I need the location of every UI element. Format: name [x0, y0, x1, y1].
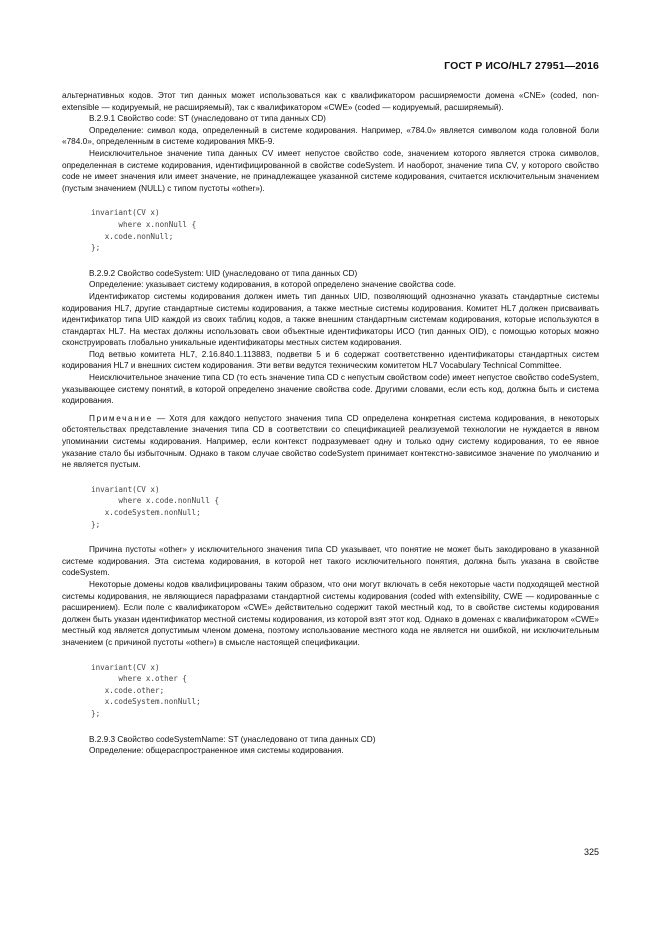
code-block-2: invariant(CV x) where x.code.nonNull { x.codeSystem.nonNull; }; [91, 484, 220, 529]
code-block-1: invariant(CV x) where x.nonNull { x.code.nonNull; }; [91, 208, 197, 253]
paragraph: Причина пустоты «other» у исключительного значения типа CD указывает, что понятие не может быть закодировано в указанной системе кодирования. Эта система кодирования, в которой нет такого исключительного понятия, должна быть указана в свойстве codeSystem. [62, 545, 599, 578]
page-number: 325 [583, 847, 599, 857]
paragraph: Определение: указывает систему кодирования, в которой определено значение свойства code. [89, 280, 456, 290]
paragraph: Неисключительное значение типа CD (то есть значение типа CD с непустым свойством code) имеет непустое свойство codeSystem, указывающее систему понятий, в которой определено значение свойства code. Другими словами, если есть код, должна быть и система кодирования. [62, 373, 599, 406]
paragraph: Идентификатор системы кодирования должен иметь тип данных UID, позволяющий однозначно указать стандартные системы кодирования HL7, другие стандартные системы кодирования, а также местные системы кодирования. Комитет HL7 должен присваивать идентификатор типа UID каждой из своих таблиц кодов, а также внешним стандартным системам кодирования, которые используются в стандартах HL7. На местах должны использовать свои объектные идентификаторы ИСО (тип данных OID), с помощью которых можно сконструировать глобально уникальные идентификаторы местных систем кодирования. [62, 291, 599, 348]
page-body [62, 90, 599, 757]
paragraph: Неисключительное значение типа данных CV имеет непустое свойство code, значением которого является строка символов, определенная в системе кодирования, идентифицированной в свойстве codeSystem. И наоборот, значение типа CV, у которого свойство code не имеет значения или имеет значение, не принадлежащее указанной системе кодирования, считается исключительным значением (пустым значением (NULL) с типом пустоты «other»). [62, 148, 599, 193]
section-heading-b291: B.2.9.1 Свойство code: ST (унаследовано от типа данных CD) [89, 114, 326, 124]
note-text: — Хотя для каждого непустого значения типа CD определена конкретная система кодирования, в некоторых обстоятельствах представление значения типа CD в соответствии со спецификацией реализуемой технологии не нуждается в явном упоминании системы кодирования. Например, если контекст подразумевает одну и только одну систему кодирования, то ее явное указание стало бы избыточным. Однако в таком случае свойство codeSystem принимает контекстно-зависимое значение по умолчанию и не является пустым. [62, 413, 599, 470]
note-label: Примечание [89, 413, 153, 423]
paragraph: альтернативных кодов. Этот тип данных может использоваться как с квалификатором расширяемости домена «CNE» (coded, non-extensible — кодируемый, не расширяемый), так с квалификатором «CWE» (coded — кодируемый, расширяемый). [62, 91, 599, 112]
paragraph: Под ветвью комитета HL7, 2.16.840.1.113883, подветви 5 и 6 содержат соответственно идентификаторы стандартных систем кодирования HL7 и внешних систем кодирования. Эти ветви ведутся техническим комитетом HL7 Vocabulary Technical Committee. [62, 349, 599, 371]
note-paragraph [62, 413, 599, 471]
code-block-3: invariant(CV x) where x.other { x.code.other; x.codeSystem.nonNull; }; [91, 662, 201, 718]
paragraph: Определение: общераспространенное имя системы кодирования. [89, 746, 344, 756]
section-heading-b292: B.2.9.2 Свойство codeSystem: UID (унаследовано от типа данных CD) [89, 268, 358, 278]
section-heading-b293: B.2.9.3 Свойство codeSystemName: ST (унаследовано от типа данных CD) [89, 734, 376, 744]
paragraph: Некоторые домены кодов квалифицированы таким образом, что они могут включать в себя некоторые части подходящей местной системы кодирования, не являющиеся парафразами стандартной системы кодирования (coded with extensibility, CWE — кодированные с расширением). Если поле с квалификатором «CWE» действительно содержит такой местный код, то в свойстве системы кодирования должен быть указан идентификатор местной системы кодирования, из которой взят этот код. Однако в доменах с квалификатором «CWE» местный код является допустимым членом домена, поэтому использование местного кода не является ни ошибкой, ни исключительным значением (с причиной пустоты «other») в смысле настоящей спецификации. [62, 579, 599, 647]
paragraph: Определение: символ кода, определенный в системе кодирования. Например, «784.0» является символом кода головной боли «784.0», определенным в системе кодирования МКБ-9. [62, 125, 599, 147]
document-header: ГОСТ Р ИСО/HL7 27951—2016 [444, 60, 599, 72]
